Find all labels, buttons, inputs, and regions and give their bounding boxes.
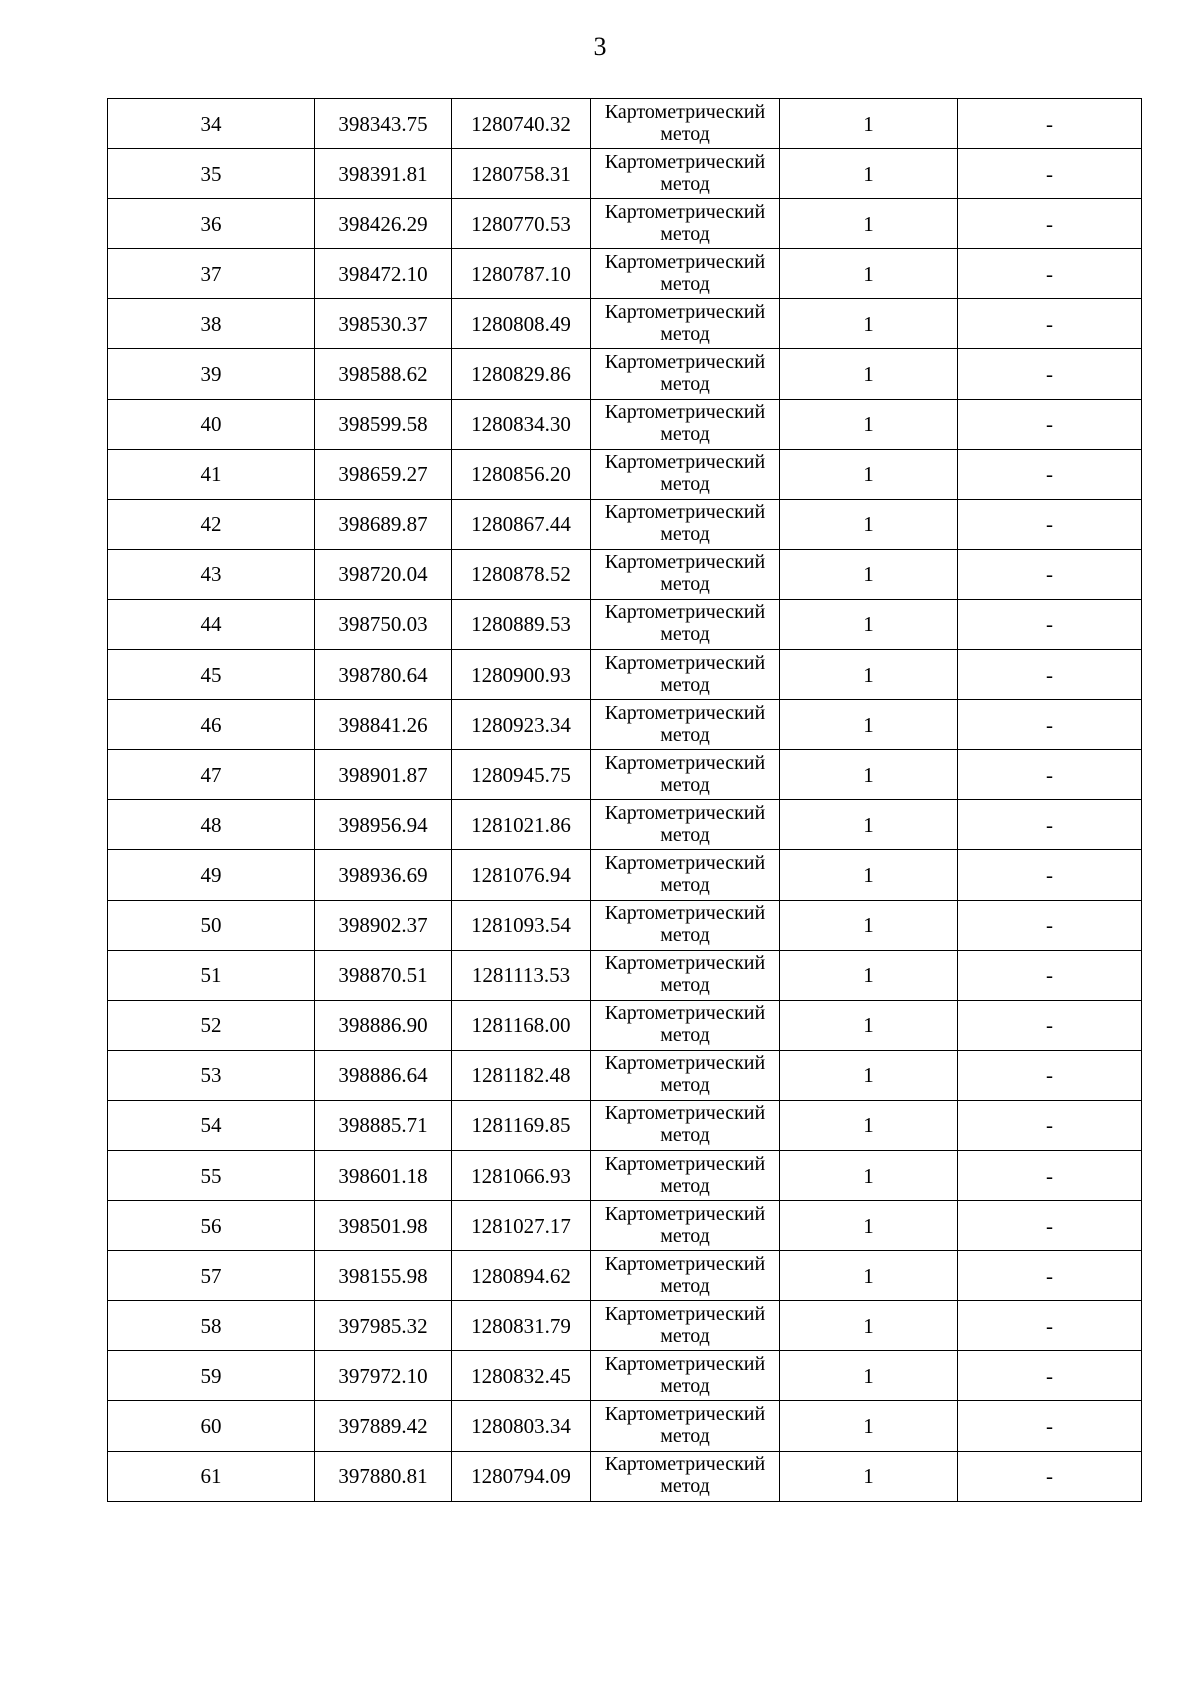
x-coordinate-cell: 398886.90	[315, 1000, 452, 1050]
note-cell: -	[958, 900, 1142, 950]
accuracy-cell: 1	[780, 449, 958, 499]
method-text: Картометрический метод	[604, 1352, 766, 1397]
note-cell: -	[958, 1201, 1142, 1251]
method-text: Картометрический метод	[604, 551, 766, 596]
table-row	[108, 99, 1142, 149]
accuracy-cell: 1	[780, 650, 958, 700]
table-row	[108, 950, 1142, 1000]
x-coordinate-cell: 398885.71	[315, 1100, 452, 1150]
method-cell	[591, 650, 780, 700]
x-coordinate-cell: 398588.62	[315, 349, 452, 399]
method-cell	[591, 149, 780, 199]
method-text: Картометрический метод	[604, 1102, 766, 1147]
point-number-cell: 43	[108, 549, 315, 599]
accuracy-cell: 1	[780, 299, 958, 349]
point-number-cell: 35	[108, 149, 315, 199]
table-row	[108, 149, 1142, 199]
x-coordinate-cell: 398720.04	[315, 549, 452, 599]
method-text: Картометрический метод	[604, 1252, 766, 1297]
table-row	[108, 199, 1142, 249]
y-coordinate-cell: 1280923.34	[452, 700, 591, 750]
method-cell	[591, 249, 780, 299]
method-cell	[591, 1050, 780, 1100]
method-cell	[591, 950, 780, 1000]
point-number-cell: 39	[108, 349, 315, 399]
x-coordinate-cell: 398601.18	[315, 1150, 452, 1200]
accuracy-cell: 1	[780, 1000, 958, 1050]
note-cell: -	[958, 599, 1142, 649]
y-coordinate-cell: 1280831.79	[452, 1301, 591, 1351]
x-coordinate-cell: 398902.37	[315, 900, 452, 950]
method-text: Картометрический метод	[604, 501, 766, 546]
table-row	[108, 299, 1142, 349]
y-coordinate-cell: 1281182.48	[452, 1050, 591, 1100]
table-row	[108, 499, 1142, 549]
note-cell: -	[958, 149, 1142, 199]
page-number: 3	[593, 32, 607, 61]
y-coordinate-cell: 1280889.53	[452, 599, 591, 649]
note-cell: -	[958, 850, 1142, 900]
table-row	[108, 800, 1142, 850]
method-cell	[591, 750, 780, 800]
table-row	[108, 750, 1142, 800]
point-number-cell: 36	[108, 199, 315, 249]
note-cell: -	[958, 1351, 1142, 1401]
method-cell	[591, 1201, 780, 1251]
method-cell	[591, 399, 780, 449]
method-text: Картометрический метод	[604, 1002, 766, 1047]
note-cell: -	[958, 249, 1142, 299]
point-number-cell: 48	[108, 800, 315, 850]
y-coordinate-cell: 1281021.86	[452, 800, 591, 850]
method-cell	[591, 1251, 780, 1301]
point-number-cell: 47	[108, 750, 315, 800]
x-coordinate-cell: 398391.81	[315, 149, 452, 199]
table-row	[108, 349, 1142, 399]
note-cell: -	[958, 99, 1142, 149]
point-number-cell: 55	[108, 1150, 315, 1200]
table-row	[108, 900, 1142, 950]
point-number-cell: 61	[108, 1451, 315, 1501]
table-row	[108, 1050, 1142, 1100]
accuracy-cell: 1	[780, 1351, 958, 1401]
table-row	[108, 449, 1142, 499]
method-text: Картометрический метод	[604, 1202, 766, 1247]
y-coordinate-cell: 1280900.93	[452, 650, 591, 700]
accuracy-cell: 1	[780, 549, 958, 599]
table-row	[108, 700, 1142, 750]
method-cell	[591, 1150, 780, 1200]
method-cell	[591, 1451, 780, 1501]
method-cell	[591, 1351, 780, 1401]
table-row	[108, 399, 1142, 449]
table-row	[108, 1351, 1142, 1401]
table-row	[108, 549, 1142, 599]
method-text: Картометрический метод	[604, 902, 766, 947]
accuracy-cell: 1	[780, 1150, 958, 1200]
method-text: Картометрический метод	[604, 651, 766, 696]
x-coordinate-cell: 398956.94	[315, 800, 452, 850]
note-cell: -	[958, 1150, 1142, 1200]
point-number-cell: 51	[108, 950, 315, 1000]
accuracy-cell: 1	[780, 750, 958, 800]
point-number-cell: 38	[108, 299, 315, 349]
accuracy-cell: 1	[780, 800, 958, 850]
note-cell: -	[958, 549, 1142, 599]
y-coordinate-cell: 1280834.30	[452, 399, 591, 449]
x-coordinate-cell: 398936.69	[315, 850, 452, 900]
x-coordinate-cell: 398659.27	[315, 449, 452, 499]
table-row	[108, 1201, 1142, 1251]
table-row	[108, 1251, 1142, 1301]
y-coordinate-cell: 1280803.34	[452, 1401, 591, 1451]
y-coordinate-cell: 1280945.75	[452, 750, 591, 800]
y-coordinate-cell: 1280758.31	[452, 149, 591, 199]
point-number-cell: 42	[108, 499, 315, 549]
accuracy-cell: 1	[780, 599, 958, 649]
y-coordinate-cell: 1281168.00	[452, 1000, 591, 1050]
table-row	[108, 1451, 1142, 1501]
y-coordinate-cell: 1281076.94	[452, 850, 591, 900]
y-coordinate-cell: 1280740.32	[452, 99, 591, 149]
method-cell	[591, 99, 780, 149]
table-row	[108, 1301, 1142, 1351]
point-number-cell: 52	[108, 1000, 315, 1050]
note-cell: -	[958, 1451, 1142, 1501]
y-coordinate-cell: 1281027.17	[452, 1201, 591, 1251]
method-text: Картометрический метод	[604, 851, 766, 896]
method-text: Картометрический метод	[604, 801, 766, 846]
point-number-cell: 59	[108, 1351, 315, 1401]
accuracy-cell: 1	[780, 1301, 958, 1351]
y-coordinate-cell: 1280829.86	[452, 349, 591, 399]
method-text: Картометрический метод	[604, 200, 766, 245]
accuracy-cell: 1	[780, 499, 958, 549]
x-coordinate-cell: 398343.75	[315, 99, 452, 149]
x-coordinate-cell: 398886.64	[315, 1050, 452, 1100]
x-coordinate-cell: 398750.03	[315, 599, 452, 649]
y-coordinate-cell: 1280832.45	[452, 1351, 591, 1401]
note-cell: -	[958, 750, 1142, 800]
point-number-cell: 60	[108, 1401, 315, 1451]
point-number-cell: 34	[108, 99, 315, 149]
method-cell	[591, 800, 780, 850]
point-number-cell: 50	[108, 900, 315, 950]
y-coordinate-cell: 1280770.53	[452, 199, 591, 249]
method-text: Картометрический метод	[604, 1302, 766, 1347]
point-number-cell: 58	[108, 1301, 315, 1351]
method-text: Картометрический метод	[604, 401, 766, 446]
x-coordinate-cell: 398841.26	[315, 700, 452, 750]
method-cell	[591, 549, 780, 599]
table-row	[108, 650, 1142, 700]
table-row	[108, 599, 1142, 649]
method-cell	[591, 299, 780, 349]
note-cell: -	[958, 1301, 1142, 1351]
accuracy-cell: 1	[780, 1451, 958, 1501]
accuracy-cell: 1	[780, 199, 958, 249]
x-coordinate-cell: 398472.10	[315, 249, 452, 299]
note-cell: -	[958, 199, 1142, 249]
method-text: Картометрический метод	[604, 150, 766, 195]
note-cell: -	[958, 950, 1142, 1000]
table-row	[108, 1401, 1142, 1451]
method-cell	[591, 1000, 780, 1050]
point-number-cell: 41	[108, 449, 315, 499]
x-coordinate-cell: 398780.64	[315, 650, 452, 700]
y-coordinate-cell: 1280867.44	[452, 499, 591, 549]
method-cell	[591, 900, 780, 950]
x-coordinate-cell: 398870.51	[315, 950, 452, 1000]
method-text: Картометрический метод	[604, 250, 766, 295]
table-row	[108, 1150, 1142, 1200]
method-text: Картометрический метод	[604, 701, 766, 746]
point-number-cell: 37	[108, 249, 315, 299]
note-cell: -	[958, 349, 1142, 399]
y-coordinate-cell: 1280878.52	[452, 549, 591, 599]
x-coordinate-cell: 398426.29	[315, 199, 452, 249]
table-row	[108, 249, 1142, 299]
method-text: Картометрический метод	[604, 100, 766, 145]
accuracy-cell: 1	[780, 349, 958, 399]
coordinates-table	[107, 98, 1142, 1502]
point-number-cell: 46	[108, 700, 315, 750]
point-number-cell: 54	[108, 1100, 315, 1150]
point-number-cell: 40	[108, 399, 315, 449]
x-coordinate-cell: 398901.87	[315, 750, 452, 800]
x-coordinate-cell: 397985.32	[315, 1301, 452, 1351]
accuracy-cell: 1	[780, 149, 958, 199]
y-coordinate-cell: 1280856.20	[452, 449, 591, 499]
method-cell	[591, 850, 780, 900]
accuracy-cell: 1	[780, 1251, 958, 1301]
table-body	[108, 99, 1142, 1502]
note-cell: -	[958, 399, 1142, 449]
point-number-cell: 53	[108, 1050, 315, 1100]
method-text: Картометрический метод	[604, 451, 766, 496]
accuracy-cell: 1	[780, 1201, 958, 1251]
accuracy-cell: 1	[780, 950, 958, 1000]
method-cell	[591, 199, 780, 249]
method-text: Картометрический метод	[604, 1052, 766, 1097]
note-cell: -	[958, 1251, 1142, 1301]
method-text: Картометрический метод	[604, 1402, 766, 1447]
note-cell: -	[958, 499, 1142, 549]
method-text: Картометрический метод	[604, 351, 766, 396]
method-cell	[591, 1301, 780, 1351]
method-text: Картометрический метод	[604, 751, 766, 796]
point-number-cell: 56	[108, 1201, 315, 1251]
method-cell	[591, 599, 780, 649]
accuracy-cell: 1	[780, 700, 958, 750]
x-coordinate-cell: 398599.58	[315, 399, 452, 449]
y-coordinate-cell: 1280794.09	[452, 1451, 591, 1501]
x-coordinate-cell: 398530.37	[315, 299, 452, 349]
y-coordinate-cell: 1281113.53	[452, 950, 591, 1000]
method-cell	[591, 449, 780, 499]
x-coordinate-cell: 397972.10	[315, 1351, 452, 1401]
method-cell	[591, 700, 780, 750]
y-coordinate-cell: 1281093.54	[452, 900, 591, 950]
note-cell: -	[958, 1100, 1142, 1150]
table-row	[108, 1000, 1142, 1050]
point-number-cell: 45	[108, 650, 315, 700]
accuracy-cell: 1	[780, 1050, 958, 1100]
note-cell: -	[958, 800, 1142, 850]
point-number-cell: 49	[108, 850, 315, 900]
y-coordinate-cell: 1281169.85	[452, 1100, 591, 1150]
note-cell: -	[958, 1050, 1142, 1100]
method-cell	[591, 349, 780, 399]
x-coordinate-cell: 398501.98	[315, 1201, 452, 1251]
method-text: Картометрический метод	[604, 1453, 766, 1498]
accuracy-cell: 1	[780, 850, 958, 900]
accuracy-cell: 1	[780, 1100, 958, 1150]
note-cell: -	[958, 1401, 1142, 1451]
table-row	[108, 1100, 1142, 1150]
method-cell	[591, 499, 780, 549]
table-row	[108, 850, 1142, 900]
x-coordinate-cell: 398689.87	[315, 499, 452, 549]
note-cell: -	[958, 449, 1142, 499]
y-coordinate-cell: 1280787.10	[452, 249, 591, 299]
method-cell	[591, 1100, 780, 1150]
point-number-cell: 44	[108, 599, 315, 649]
note-cell: -	[958, 650, 1142, 700]
method-text: Картометрический метод	[604, 601, 766, 646]
method-cell	[591, 1401, 780, 1451]
method-text: Картометрический метод	[604, 300, 766, 345]
accuracy-cell: 1	[780, 249, 958, 299]
method-text: Картометрический метод	[604, 1152, 766, 1197]
accuracy-cell: 1	[780, 99, 958, 149]
method-text: Картометрический метод	[604, 952, 766, 997]
x-coordinate-cell: 397880.81	[315, 1451, 452, 1501]
x-coordinate-cell: 397889.42	[315, 1401, 452, 1451]
note-cell: -	[958, 1000, 1142, 1050]
point-number-cell: 57	[108, 1251, 315, 1301]
accuracy-cell: 1	[780, 1401, 958, 1451]
accuracy-cell: 1	[780, 399, 958, 449]
note-cell: -	[958, 299, 1142, 349]
y-coordinate-cell: 1280808.49	[452, 299, 591, 349]
y-coordinate-cell: 1280894.62	[452, 1251, 591, 1301]
x-coordinate-cell: 398155.98	[315, 1251, 452, 1301]
note-cell: -	[958, 700, 1142, 750]
accuracy-cell: 1	[780, 900, 958, 950]
y-coordinate-cell: 1281066.93	[452, 1150, 591, 1200]
